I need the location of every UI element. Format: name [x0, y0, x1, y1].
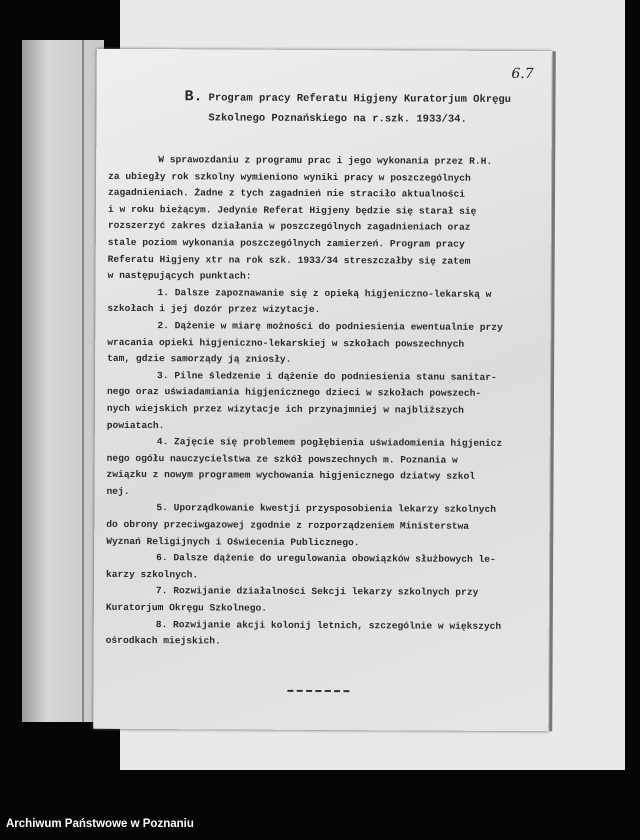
text-line: wracania opieki higjeniczno-lekarskiej w szkołach powszechnych — [107, 336, 465, 350]
document-body — [106, 152, 549, 652]
text-line: 4. Zajęcie się problemem pogłębienia uświadomienia higjenicz — [156, 436, 503, 450]
sheet-number: 6.7 — [511, 65, 534, 83]
text-line: nych wiejskich przez wizytacje ich przynajmniej w najbliższych — [106, 402, 464, 416]
text-line: nego ogółu nauczycielstwa ze szkół powszechnych m. Poznania w — [106, 452, 458, 466]
text-line: tam, gdzie samorządy ją zniosły. — [107, 352, 292, 365]
section-letter: B. — [184, 88, 203, 106]
text-line: i w roku bieżącym. Jedynie Referat Higjeny będzie się starał się — [107, 203, 477, 217]
text-line: 8. Rozwijanie akcji kolonij letnich, szczególnie w większych — [155, 618, 502, 632]
text-line: 7. Rozwijanie działalności Sekcji lekarzy szkolnych przy — [155, 585, 479, 599]
text-line: Kuratorjum Okręgu Szkolnego. — [105, 601, 268, 614]
text-line: 3. Pilne śledzenie i dążenie do podniesienia stanu sanitar- — [157, 369, 497, 383]
text-line: W sprawozdaniu z programu prac i jego wykonania przez R.H. — [158, 154, 493, 167]
text-line: powiatach. — [106, 419, 165, 431]
text-line: ośrodkach miejskich. — [105, 635, 221, 647]
text-line: rozszerzyć zakres działania w poszczególnych zagadnieniach oraz — [107, 220, 471, 234]
left-adjacent-page — [22, 40, 104, 722]
title-line: Program pracy Referatu Higjeny Kuratorjum Okręgu — [208, 92, 512, 106]
text-line: za ubiegły rok szkolny wymieniono wyniki pracy w poszczególnych — [108, 170, 471, 184]
page-fold — [82, 40, 84, 722]
text-line: nego oraz uświadamiania higjenicznego dzieci w szkołach powszech- — [106, 386, 482, 400]
text-line: do obrony przeciwgazowej zgodnie z rozporządzeniem Ministerstwa — [106, 518, 470, 532]
text-line: karzy szkolnych. — [106, 568, 199, 581]
document-page — [93, 49, 552, 731]
document-title — [184, 87, 511, 130]
text-line: Referatu Higjeny xtr na rok szk. 1933/34 streszczałby się zatem — [107, 253, 471, 267]
text-line: w następujących punktach: — [107, 270, 252, 282]
text-line: 5. Uporządkowanie kwestji przysposobienia lekarzy szkolnych — [156, 502, 497, 516]
title-line: Szkolnego Poznańskiego na r.szk. 1933/34. — [208, 112, 467, 126]
text-line: szkołach i jej dozór przez wizytacje. — [107, 303, 321, 316]
text-line: 2. Dążenie w miarę możności do podniesienia ewentualnie przy — [157, 320, 503, 333]
text-line: 1. Dalsze zapoznawanie się z opieką higjeniczno-lekarską w — [157, 286, 492, 300]
text-line: stale poziom wykonania poszczególnych zamierzeń. Program pracy — [107, 236, 465, 250]
text-line: zagadnieniach. Żadne z tych zagadnień nie straciło aktualności — [108, 187, 466, 200]
text-line: Wyznań Religijnych i Oświecenia Publicznego. — [106, 535, 360, 548]
text-line: 6. Dalsze dążenie do uregulowania obowiązków służbowych le- — [156, 552, 496, 566]
archive-label: Archiwum Państwowe w Poznaniu — [6, 818, 194, 830]
closing-rule — [287, 690, 349, 692]
text-line: nej. — [106, 485, 130, 497]
text-line: związku z nowym programem wychowania higjenicznego dziatwy szkol — [106, 469, 476, 483]
